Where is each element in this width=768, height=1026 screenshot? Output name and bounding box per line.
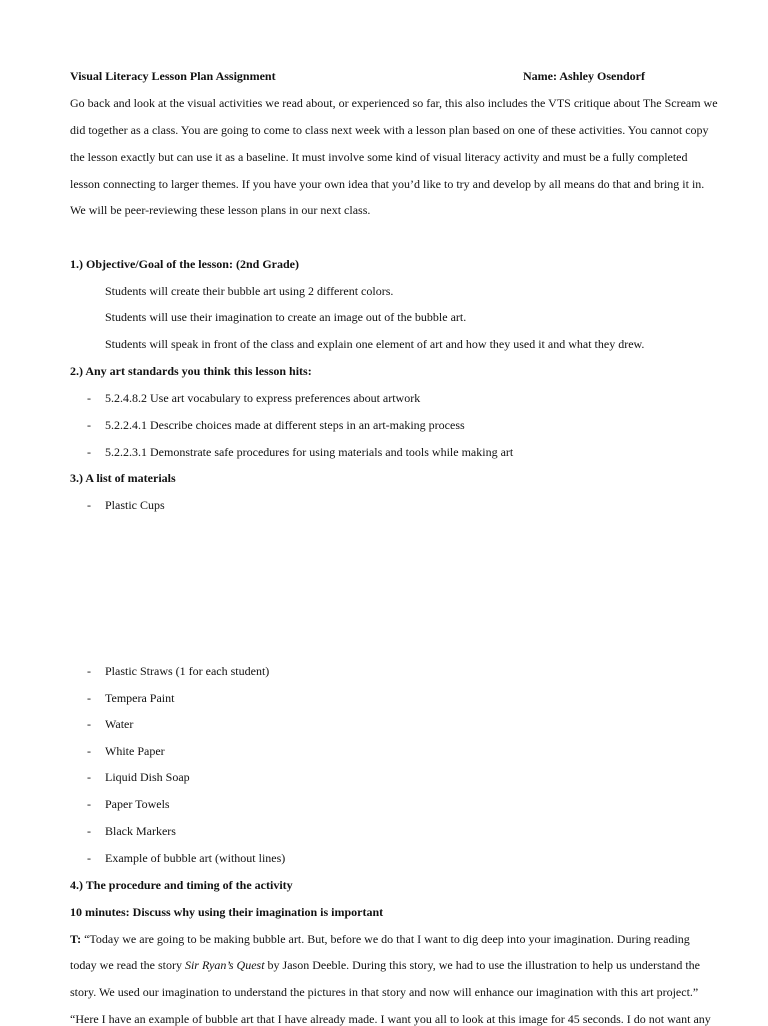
intro-line-5: We will be peer-reviewing these lesson plans in our next class. bbox=[70, 203, 371, 217]
teacher-label: T: bbox=[70, 932, 82, 946]
section-1-heading: 1.) Objective/Goal of the lesson: (2nd Grade) bbox=[70, 257, 299, 271]
list-dash: - bbox=[87, 498, 91, 512]
list-dash: - bbox=[87, 744, 91, 758]
book-title: Sir Ryan’s Quest bbox=[184, 958, 265, 972]
material-item: Example of bubble art (without lines) bbox=[105, 851, 286, 865]
section-3-heading: 3.) A list of materials bbox=[70, 471, 176, 485]
material-item: Water bbox=[105, 717, 134, 731]
list-dash: - bbox=[87, 691, 91, 705]
procedure-step-heading: 10 minutes: Discuss why using their imagination is important bbox=[70, 905, 384, 919]
intro-line-3: the lesson exactly but can use it as a baseline. It must involve some kind of visual literacy activity and must be a fully completed bbox=[70, 150, 688, 164]
procedure-text: “Today we are going to be making bubble art. But, before we do that I want to dig deep into your imagination. During reading bbox=[81, 932, 690, 946]
objective-item: Students will create their bubble art using 2 different colors. bbox=[105, 284, 394, 298]
list-dash: - bbox=[87, 797, 91, 811]
standard-item: 5.2.2.4.1 Describe choices made at different steps in an art-making process bbox=[105, 418, 465, 432]
material-item: Black Markers bbox=[105, 824, 176, 838]
procedure-paragraph-line-4: “Here I have an example of bubble art that I have already made. I want you all to look at this image for 45 seconds. I do not want any bbox=[70, 1012, 711, 1026]
standard-item: 5.2.2.3.1 Demonstrate safe procedures for using materials and tools while making art bbox=[105, 445, 514, 459]
intro-line-1: Go back and look at the visual activities we read about, or experienced so far, this also includes the VTS critique about The Scream we bbox=[70, 96, 718, 110]
objective-item: Students will speak in front of the class and explain one element of art and how they used it and what they drew. bbox=[105, 337, 645, 351]
intro-line-2: did together as a class. You are going to come to class next week with a lesson plan based on one of these activities. You cannot copy bbox=[70, 123, 709, 137]
standard-item: 5.2.4.8.2 Use art vocabulary to express preferences about artwork bbox=[105, 391, 421, 405]
list-dash: - bbox=[87, 717, 91, 731]
material-item: Plastic Straws (1 for each student) bbox=[105, 664, 270, 678]
procedure-text: today we read the story bbox=[70, 958, 185, 972]
procedure-paragraph-line-1 bbox=[70, 932, 690, 946]
section-4-heading: 4.) The procedure and timing of the activity bbox=[70, 878, 293, 892]
procedure-text: by Jason Deeble. During this story, we had to use the illustration to help us understand the bbox=[264, 958, 701, 972]
section-2-heading: 2.) Any art standards you think this lesson hits: bbox=[70, 364, 312, 378]
student-name: Name: Ashley Osendorf bbox=[523, 69, 645, 83]
material-item: Paper Towels bbox=[105, 797, 170, 811]
intro-line-4: lesson connecting to larger themes. If you have your own idea that you’d like to try and develop by all means do that and bring it in. bbox=[70, 177, 705, 191]
material-item: Liquid Dish Soap bbox=[105, 770, 190, 784]
objective-item: Students will use their imagination to create an image out of the bubble art. bbox=[105, 310, 467, 324]
procedure-paragraph-line-2 bbox=[70, 958, 700, 972]
list-dash: - bbox=[87, 445, 91, 459]
list-dash: - bbox=[87, 664, 91, 678]
material-item: White Paper bbox=[105, 744, 165, 758]
list-dash: - bbox=[87, 824, 91, 838]
material-item: Tempera Paint bbox=[105, 691, 175, 705]
list-dash: - bbox=[87, 851, 91, 865]
list-dash: - bbox=[87, 391, 91, 405]
assignment-title: Visual Literacy Lesson Plan Assignment bbox=[70, 69, 276, 83]
list-dash: - bbox=[87, 770, 91, 784]
procedure-paragraph-line-3: story. We used our imagination to understand the pictures in that story and now will enhance our imagination with this art project.” bbox=[70, 985, 699, 999]
list-dash: - bbox=[87, 418, 91, 432]
material-item: Plastic Cups bbox=[105, 498, 165, 512]
